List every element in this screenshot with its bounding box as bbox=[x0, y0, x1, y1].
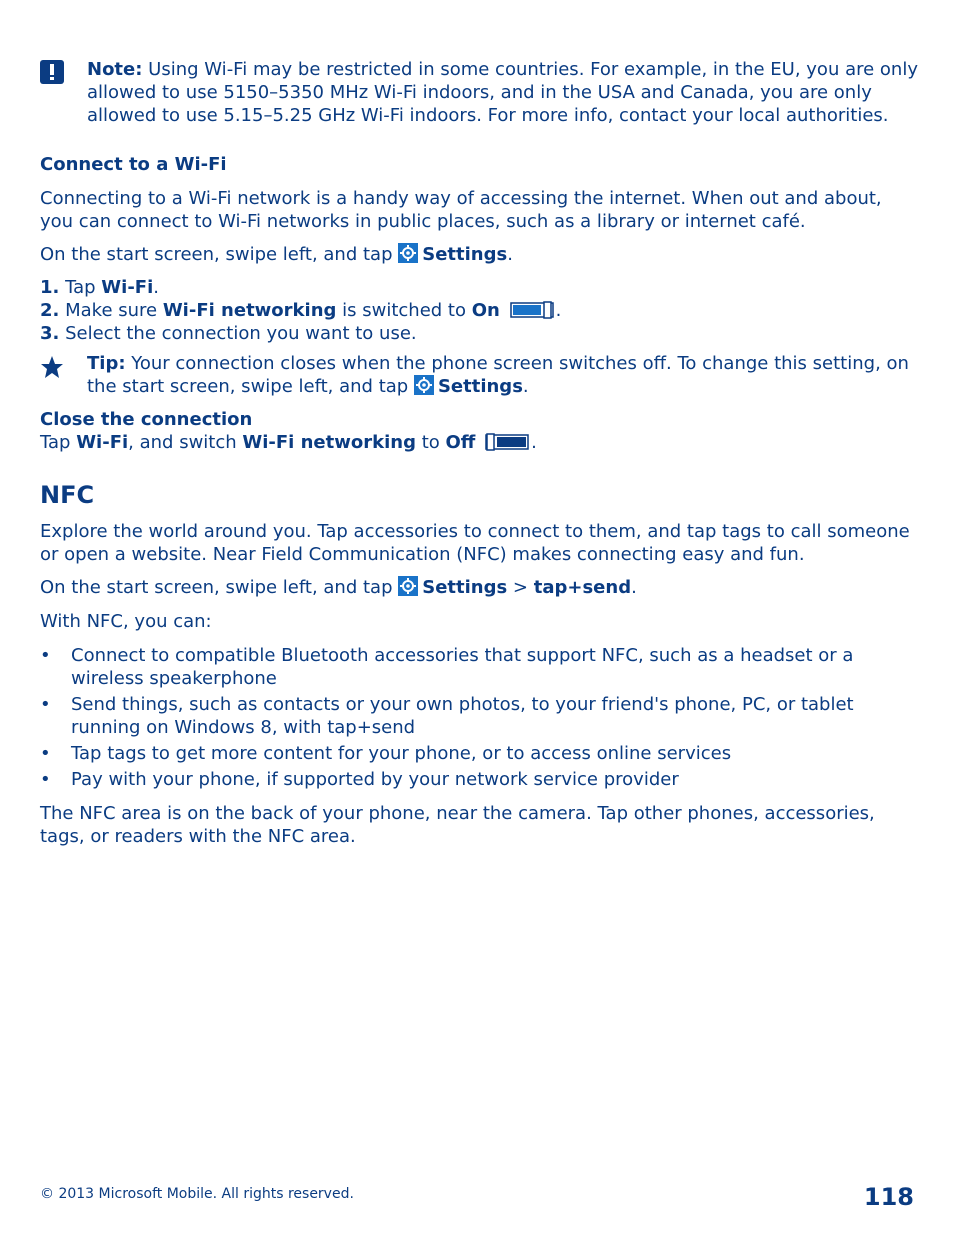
settings-link[interactable]: Settings bbox=[422, 577, 508, 598]
copyright: © 2013 Microsoft Mobile. All rights reserved. bbox=[40, 1186, 354, 1202]
settings-link[interactable]: Settings bbox=[437, 376, 523, 397]
tapsend-link[interactable]: tap+send bbox=[533, 577, 632, 598]
tip-text bbox=[87, 352, 920, 398]
wifi-label: Wi-Fi bbox=[101, 277, 154, 298]
bullet-mark: • bbox=[40, 769, 51, 790]
connect-heading: Connect to a Wi-Fi bbox=[40, 154, 227, 175]
settings-gear-icon bbox=[414, 375, 434, 395]
step-number: 3. bbox=[40, 323, 60, 344]
step-text: Make sure bbox=[59, 300, 163, 321]
connect-start-text: On the start screen, swipe left, and tap bbox=[40, 244, 399, 265]
period: . bbox=[153, 277, 159, 298]
note-body: Using Wi-Fi may be restricted in some countries. For example, in the EU, you are only allowed to use 5150–5350 MHz Wi-Fi indoors, and in the USA and Canada, you are only allowed to use 5.15–5.25 GHz Wi-Fi indoors. For more info, contact your local authorities. bbox=[87, 59, 918, 126]
close-heading: Close the connection bbox=[40, 409, 253, 430]
bullet-mark: • bbox=[40, 743, 51, 764]
note-text bbox=[87, 58, 920, 127]
on-label: On bbox=[471, 300, 500, 321]
nfc-intro: Explore the world around you. Tap accessories to connect to them, and tap tags to call someone or open a website. Near Field Communication (NFC) makes connecting easy and fun. bbox=[40, 521, 910, 565]
tip-body: Your connection closes when the phone screen switches off. To change this setting, on the start screen, swipe left, and tap bbox=[87, 353, 909, 397]
star-tip-icon bbox=[40, 355, 64, 379]
settings-link[interactable]: Settings bbox=[422, 244, 508, 265]
bullet-mark: • bbox=[40, 645, 51, 666]
note-label: Note: bbox=[87, 59, 143, 80]
nfc-area-text: The NFC area is on the back of your phone, near the camera. Tap other phones, accessories, tags, or readers with the NFC area. bbox=[40, 803, 875, 847]
settings-gear-icon bbox=[398, 243, 418, 263]
period: . bbox=[522, 376, 529, 397]
close-pre: Tap bbox=[40, 432, 77, 453]
nfc-start-line bbox=[40, 576, 920, 599]
list-item: Connect to compatible Bluetooth accessories that support NFC, such as a headset or a wireless speakerphone bbox=[71, 645, 854, 689]
connect-start-line bbox=[40, 243, 920, 266]
off-label: Off bbox=[445, 432, 476, 453]
step-text: Select the connection you want to use. bbox=[59, 323, 417, 344]
wifi-networking-label: Wi-Fi networking bbox=[242, 432, 416, 453]
step-text: is switched to bbox=[336, 300, 472, 321]
close-mid: , and switch bbox=[128, 432, 243, 453]
list-item: Pay with your phone, if supported by your network service provider bbox=[71, 769, 679, 790]
step-2 bbox=[40, 299, 920, 322]
close-to: to bbox=[415, 432, 446, 453]
period: . bbox=[555, 300, 562, 321]
settings-gear-icon bbox=[398, 576, 418, 596]
step-text: Tap bbox=[59, 277, 102, 298]
period: . bbox=[507, 244, 513, 265]
bullet-mark: • bbox=[40, 694, 51, 715]
nfc-title: NFC bbox=[40, 481, 95, 509]
wifi-networking-label: Wi-Fi networking bbox=[162, 300, 337, 321]
wifi-label: Wi-Fi bbox=[76, 432, 129, 453]
period: . bbox=[531, 432, 537, 453]
step-3 bbox=[40, 322, 920, 345]
nfc-with-text: With NFC, you can: bbox=[40, 611, 212, 632]
list-item: Send things, such as contacts or your own photos, to your friend's phone, PC, or tablet running on Windows 8, with tap+send bbox=[71, 694, 854, 738]
nfc-start-text: On the start screen, swipe left, and tap bbox=[40, 577, 399, 598]
toggle-on-icon bbox=[510, 301, 554, 319]
tip-label: Tip: bbox=[87, 353, 126, 374]
period: . bbox=[631, 577, 637, 598]
connect-intro: Connecting to a Wi-Fi network is a handy way of accessing the internet. When out and about, you can connect to Wi-Fi networks in public places, such as a library or internet café. bbox=[40, 188, 882, 232]
note-icon bbox=[40, 60, 64, 84]
step-number: 1. bbox=[40, 277, 60, 298]
step-number: 2. bbox=[40, 300, 60, 321]
list-item: Tap tags to get more content for your phone, or to access online services bbox=[71, 743, 732, 764]
toggle-off-icon bbox=[485, 433, 529, 451]
close-text bbox=[40, 431, 920, 454]
step-1 bbox=[40, 276, 920, 299]
separator: > bbox=[507, 577, 534, 598]
page-number: 118 bbox=[863, 1183, 914, 1211]
